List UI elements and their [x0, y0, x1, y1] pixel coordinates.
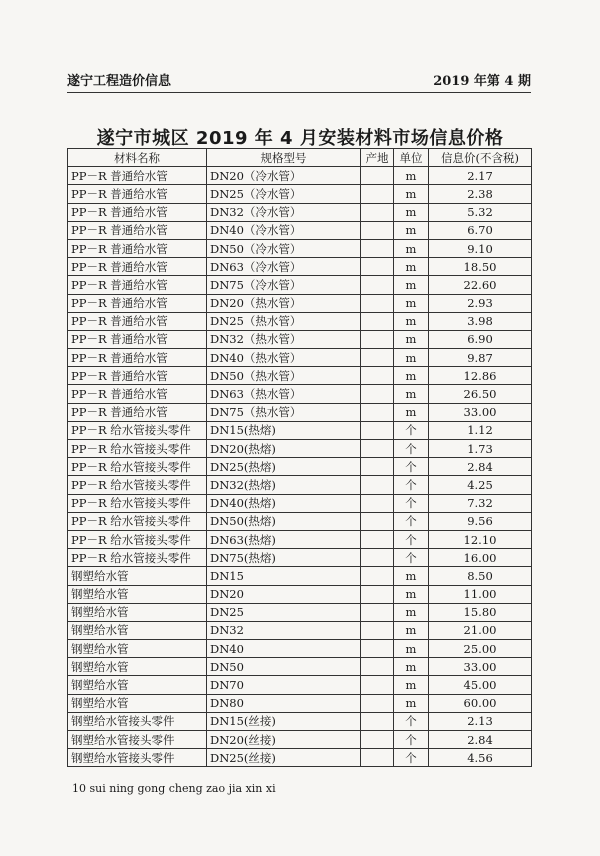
origin-cell: [361, 585, 394, 603]
table-row: [68, 167, 532, 185]
unit-cell: 个: [394, 731, 429, 749]
column-header-price: 信息价(不含税): [429, 149, 532, 167]
price-cell: 8.50: [429, 567, 532, 585]
unit-cell: m: [394, 603, 429, 621]
page-header: [67, 70, 531, 93]
table-row: [68, 239, 532, 257]
material-name-cell: PP－R 给水管接头零件: [68, 530, 207, 548]
unit-cell: m: [394, 167, 429, 185]
unit-cell: m: [394, 276, 429, 294]
unit-cell: 个: [394, 549, 429, 567]
spec-cell: DN63（热水管）: [207, 385, 361, 403]
material-name-cell: 钢塑给水管: [68, 676, 207, 694]
origin-cell: [361, 749, 394, 767]
unit-cell: m: [394, 640, 429, 658]
material-name-cell: PP－R 普通给水管: [68, 367, 207, 385]
unit-cell: m: [394, 203, 429, 221]
origin-cell: [361, 330, 394, 348]
spec-cell: DN15: [207, 567, 361, 585]
origin-cell: [361, 276, 394, 294]
origin-cell: [361, 476, 394, 494]
origin-cell: [361, 549, 394, 567]
unit-cell: m: [394, 385, 429, 403]
table-header-row: [68, 149, 532, 167]
spec-cell: DN25: [207, 603, 361, 621]
table-row: [68, 385, 532, 403]
price-cell: 25.00: [429, 640, 532, 658]
table-row: [68, 694, 532, 712]
origin-cell: [361, 658, 394, 676]
table-row: [68, 294, 532, 312]
table-row: [68, 458, 532, 476]
material-name-cell: PP－R 给水管接头零件: [68, 512, 207, 530]
price-cell: 7.32: [429, 494, 532, 512]
origin-cell: [361, 203, 394, 221]
unit-cell: 个: [394, 440, 429, 458]
spec-cell: DN75（热水管）: [207, 403, 361, 421]
price-cell: 33.00: [429, 403, 532, 421]
spec-cell: DN15(丝接): [207, 712, 361, 730]
material-name-cell: PP－R 普通给水管: [68, 221, 207, 239]
origin-cell: [361, 167, 394, 185]
origin-cell: [361, 421, 394, 439]
unit-cell: 个: [394, 421, 429, 439]
material-name-cell: PP－R 普通给水管: [68, 258, 207, 276]
price-cell: 6.70: [429, 221, 532, 239]
price-cell: 9.56: [429, 512, 532, 530]
spec-cell: DN40（热水管）: [207, 349, 361, 367]
spec-cell: DN70: [207, 676, 361, 694]
spec-cell: DN25(热熔): [207, 458, 361, 476]
table-row: [68, 512, 532, 530]
table-row: [68, 567, 532, 585]
table-row: [68, 530, 532, 548]
price-cell: 2.84: [429, 731, 532, 749]
spec-cell: DN63(热熔): [207, 530, 361, 548]
table-row: [68, 549, 532, 567]
spec-cell: DN20(丝接): [207, 731, 361, 749]
spec-cell: DN20(热熔): [207, 440, 361, 458]
material-name-cell: PP－R 给水管接头零件: [68, 549, 207, 567]
table-row: [68, 276, 532, 294]
spec-cell: DN25（冷水管）: [207, 185, 361, 203]
price-cell: 1.12: [429, 421, 532, 439]
material-name-cell: 钢塑给水管接头零件: [68, 731, 207, 749]
material-name-cell: PP－R 普通给水管: [68, 167, 207, 185]
material-name-cell: 钢塑给水管: [68, 694, 207, 712]
price-cell: 18.50: [429, 258, 532, 276]
origin-cell: [361, 440, 394, 458]
material-name-cell: PP－R 普通给水管: [68, 330, 207, 348]
page-title: 遂宁市城区 2019 年 4 月安装材料市场信息价格: [96, 128, 504, 149]
origin-cell: [361, 258, 394, 276]
table-row: [68, 676, 532, 694]
unit-cell: m: [394, 567, 429, 585]
price-cell: 4.56: [429, 749, 532, 767]
table-row: [68, 312, 532, 330]
unit-cell: m: [394, 621, 429, 639]
table-row: [68, 731, 532, 749]
unit-cell: 个: [394, 458, 429, 476]
material-name-cell: PP－R 给水管接头零件: [68, 440, 207, 458]
spec-cell: DN40: [207, 640, 361, 658]
origin-cell: [361, 530, 394, 548]
material-name-cell: PP－R 普通给水管: [68, 403, 207, 421]
origin-cell: [361, 185, 394, 203]
origin-cell: [361, 367, 394, 385]
price-cell: 33.00: [429, 658, 532, 676]
spec-cell: DN50(热熔): [207, 512, 361, 530]
price-cell: 2.84: [429, 458, 532, 476]
unit-cell: m: [394, 658, 429, 676]
table-row: [68, 185, 532, 203]
material-name-cell: PP－R 给水管接头零件: [68, 476, 207, 494]
material-name-cell: PP－R 普通给水管: [68, 294, 207, 312]
spec-cell: DN75（冷水管）: [207, 276, 361, 294]
spec-cell: DN25(丝接): [207, 749, 361, 767]
spec-cell: DN25（热水管）: [207, 312, 361, 330]
origin-cell: [361, 712, 394, 730]
price-cell: 4.25: [429, 476, 532, 494]
price-cell: 9.87: [429, 349, 532, 367]
unit-cell: 个: [394, 476, 429, 494]
price-cell: 16.00: [429, 549, 532, 567]
table-row: [68, 403, 532, 421]
unit-cell: m: [394, 676, 429, 694]
unit-cell: m: [394, 585, 429, 603]
table-row: [68, 421, 532, 439]
spec-cell: DN32: [207, 621, 361, 639]
material-name-cell: 钢塑给水管接头零件: [68, 712, 207, 730]
spec-cell: DN50（冷水管）: [207, 239, 361, 257]
spec-cell: DN32(热熔): [207, 476, 361, 494]
price-cell: 45.00: [429, 676, 532, 694]
column-header-unit: 单位: [394, 149, 429, 167]
price-cell: 3.98: [429, 312, 532, 330]
page-footer: 10 sui ning gong cheng zao jia xin xi: [72, 782, 276, 795]
material-name-cell: PP－R 普通给水管: [68, 385, 207, 403]
unit-cell: 个: [394, 494, 429, 512]
column-header-name: 材料名称: [68, 149, 207, 167]
material-name-cell: 钢塑给水管: [68, 567, 207, 585]
price-cell: 2.13: [429, 712, 532, 730]
table-row: [68, 658, 532, 676]
spec-cell: DN75(热熔): [207, 549, 361, 567]
material-name-cell: PP－R 普通给水管: [68, 276, 207, 294]
table-row: [68, 476, 532, 494]
unit-cell: 个: [394, 712, 429, 730]
table-row: [68, 494, 532, 512]
material-name-cell: 钢塑给水管: [68, 658, 207, 676]
origin-cell: [361, 403, 394, 421]
price-cell: 6.90: [429, 330, 532, 348]
origin-cell: [361, 621, 394, 639]
unit-cell: m: [394, 221, 429, 239]
table-row: [68, 585, 532, 603]
table-row: [68, 203, 532, 221]
origin-cell: [361, 221, 394, 239]
publication-title: 遂宁工程造价信息: [67, 74, 172, 89]
price-cell: 21.00: [429, 621, 532, 639]
material-name-cell: 钢塑给水管: [68, 621, 207, 639]
table-row: [68, 258, 532, 276]
table-row: [68, 349, 532, 367]
price-cell: 2.93: [429, 294, 532, 312]
material-name-cell: 钢塑给水管: [68, 585, 207, 603]
price-cell: 2.17: [429, 167, 532, 185]
material-name-cell: PP－R 普通给水管: [68, 349, 207, 367]
price-cell: 11.00: [429, 585, 532, 603]
price-cell: 5.32: [429, 203, 532, 221]
price-cell: 22.60: [429, 276, 532, 294]
table-row: [68, 221, 532, 239]
unit-cell: m: [394, 694, 429, 712]
spec-cell: DN15(热熔): [207, 421, 361, 439]
origin-cell: [361, 458, 394, 476]
spec-cell: DN63（冷水管）: [207, 258, 361, 276]
spec-cell: DN50（热水管）: [207, 367, 361, 385]
material-name-cell: PP－R 给水管接头零件: [68, 458, 207, 476]
spec-cell: DN50: [207, 658, 361, 676]
unit-cell: m: [394, 312, 429, 330]
price-cell: 1.73: [429, 440, 532, 458]
table-row: [68, 440, 532, 458]
spec-cell: DN20: [207, 585, 361, 603]
table-row: [68, 603, 532, 621]
origin-cell: [361, 512, 394, 530]
origin-cell: [361, 385, 394, 403]
origin-cell: [361, 731, 394, 749]
column-header-spec: 规格型号: [207, 149, 361, 167]
unit-cell: m: [394, 294, 429, 312]
origin-cell: [361, 349, 394, 367]
spec-cell: DN32（冷水管）: [207, 203, 361, 221]
origin-cell: [361, 312, 394, 330]
origin-cell: [361, 694, 394, 712]
material-name-cell: PP－R 普通给水管: [68, 239, 207, 257]
spec-cell: DN40(热熔): [207, 494, 361, 512]
origin-cell: [361, 567, 394, 585]
unit-cell: m: [394, 403, 429, 421]
material-name-cell: PP－R 给水管接头零件: [68, 421, 207, 439]
origin-cell: [361, 676, 394, 694]
price-cell: 12.86: [429, 367, 532, 385]
table-row: [68, 330, 532, 348]
issue-label: 2019 年第 4 期: [433, 74, 531, 89]
unit-cell: 个: [394, 749, 429, 767]
spec-cell: DN20（冷水管）: [207, 167, 361, 185]
unit-cell: m: [394, 258, 429, 276]
table-row: [68, 621, 532, 639]
unit-cell: m: [394, 185, 429, 203]
material-name-cell: PP－R 普通给水管: [68, 312, 207, 330]
unit-cell: m: [394, 239, 429, 257]
table-body: [68, 167, 532, 767]
table-row: [68, 640, 532, 658]
origin-cell: [361, 640, 394, 658]
material-name-cell: PP－R 普通给水管: [68, 185, 207, 203]
price-cell: 9.10: [429, 239, 532, 257]
material-name-cell: PP－R 给水管接头零件: [68, 494, 207, 512]
origin-cell: [361, 239, 394, 257]
origin-cell: [361, 603, 394, 621]
price-cell: 2.38: [429, 185, 532, 203]
unit-cell: m: [394, 367, 429, 385]
spec-cell: DN32（热水管）: [207, 330, 361, 348]
material-name-cell: PP－R 普通给水管: [68, 203, 207, 221]
spec-cell: DN80: [207, 694, 361, 712]
table-row: [68, 367, 532, 385]
column-header-origin: 产地: [361, 149, 394, 167]
unit-cell: 个: [394, 512, 429, 530]
material-name-cell: 钢塑给水管接头零件: [68, 749, 207, 767]
material-name-cell: 钢塑给水管: [68, 640, 207, 658]
spec-cell: DN40（冷水管）: [207, 221, 361, 239]
material-name-cell: 钢塑给水管: [68, 603, 207, 621]
price-table: [67, 148, 532, 767]
origin-cell: [361, 294, 394, 312]
spec-cell: DN20（热水管）: [207, 294, 361, 312]
unit-cell: m: [394, 349, 429, 367]
price-cell: 15.80: [429, 603, 532, 621]
price-cell: 26.50: [429, 385, 532, 403]
table-row: [68, 712, 532, 730]
unit-cell: m: [394, 330, 429, 348]
price-cell: 12.10: [429, 530, 532, 548]
table-row: [68, 749, 532, 767]
unit-cell: 个: [394, 530, 429, 548]
origin-cell: [361, 494, 394, 512]
price-cell: 60.00: [429, 694, 532, 712]
